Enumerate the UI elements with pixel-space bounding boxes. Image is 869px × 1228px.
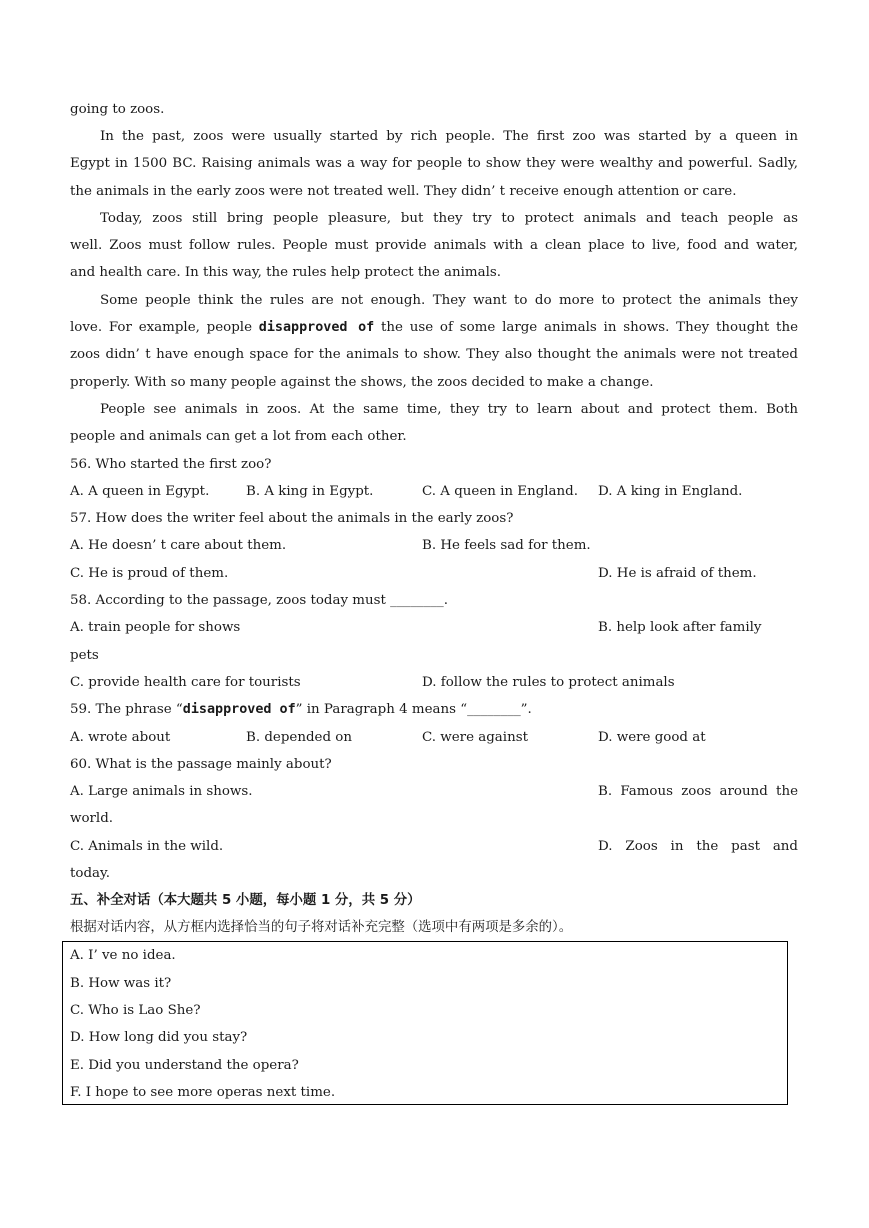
passage-line: People see animals in zoos. At the same time, they try to learn about and protect them. Both [100,402,798,417]
passage-line: well. Zoos must follow rules. People must provide animals with a clean place to live, food and water, [70,238,798,253]
dialogue-option: C. Who is Lao She? [70,1003,201,1018]
option-59-c: C. were against [422,730,528,745]
passage-line: properly. With so many people against the shows, the zoos decided to make a change. [70,375,654,390]
question-56: 56. Who started the first zoo? [70,457,272,472]
section-heading: 五、补全对话（本大题共 5 小题，每小题 1 分，共 5 分） [70,893,421,908]
question-57: 57. How does the writer feel about the animals in the early zoos? [70,511,514,526]
passage-text: the use of some large animals in shows. They thought the [374,320,798,335]
passage-line [70,319,798,337]
passage-line: the animals in the early zoos were not treated well. They didn’ t receive enough attention or care. [70,184,737,199]
option-58-d: D. follow the rules to protect animals [422,675,675,690]
option-58-a: A. train people for shows [70,620,241,635]
option-56-d: D. A king in England. [598,484,743,499]
question-60: 60. What is the passage mainly about? [70,757,332,772]
passage-text: love. For example, people [70,320,259,335]
option-56-b: B. A king in Egypt. [246,484,374,499]
option-60-a: A. Large animals in shows. [70,784,253,799]
options-box [62,941,788,1105]
option-57-a: A. He doesn’ t care about them. [70,538,287,553]
option-60-d-wrap: today. [70,866,111,881]
option-58-b-wrap: pets [70,648,99,663]
passage-line: Egypt in 1500 BC. Raising animals was a way for people to show they were wealthy and powerful. Sadly, [70,156,798,171]
passage-line: Some people think the rules are not enough. They want to do more to protect the animals they [100,293,798,308]
option-59-d: D. were good at [598,730,706,745]
bold-phrase: disapproved of [258,320,375,335]
question-58: 58. According to the passage, zoos today must ________. [70,593,448,608]
passage-line: Today, zoos still bring people pleasure, but they try to protect animals and teach people as [100,211,798,226]
option-60-d: D. Zoos in the past and [598,839,798,854]
dialogue-option: B. How was it? [70,976,172,991]
dialogue-option: F. I hope to see more operas next time. [70,1085,336,1100]
section-instruction: 根据对话内容，从方框内选择恰当的句子将对话补充完整（选项中有两项是多余的）。 [70,920,573,935]
question-text: 59. The phrase “ [70,702,183,717]
option-59-b: B. depended on [246,730,352,745]
option-56-c: C. A queen in England. [422,484,578,499]
passage-line: In the past, zoos were usually started by rich people. The first zoo was started by a queen in [100,129,798,144]
dialogue-option: D. How long did you stay? [70,1030,248,1045]
passage-line: people and animals can get a lot from each other. [70,429,407,444]
bold-phrase: disapproved of [182,702,296,717]
question-text: ” in Paragraph 4 means “________”. [295,702,532,717]
passage-line: going to zoos. [70,102,165,117]
option-60-b-wrap: world. [70,811,114,826]
option-57-d: D. He is afraid of them. [598,566,757,581]
option-60-c: C. Animals in the wild. [70,839,224,854]
option-58-c: C. provide health care for tourists [70,675,301,690]
option-59-a: A. wrote about [70,730,171,745]
passage-line: zoos didn’ t have enough space for the animals to show. They also thought the animals were not treated [70,347,798,362]
option-58-b: B. help look after family [598,620,762,635]
dialogue-option: E. Did you understand the opera? [70,1058,299,1073]
option-57-c: C. He is proud of them. [70,566,229,581]
option-56-a: A. A queen in Egypt. [70,484,210,499]
option-57-b: B. He feels sad for them. [422,538,591,553]
dialogue-option: A. I’ ve no idea. [70,948,176,963]
option-60-b: B. Famous zoos around the [598,784,798,799]
question-59 [70,701,798,719]
passage-line: and health care. In this way, the rules help protect the animals. [70,265,502,280]
